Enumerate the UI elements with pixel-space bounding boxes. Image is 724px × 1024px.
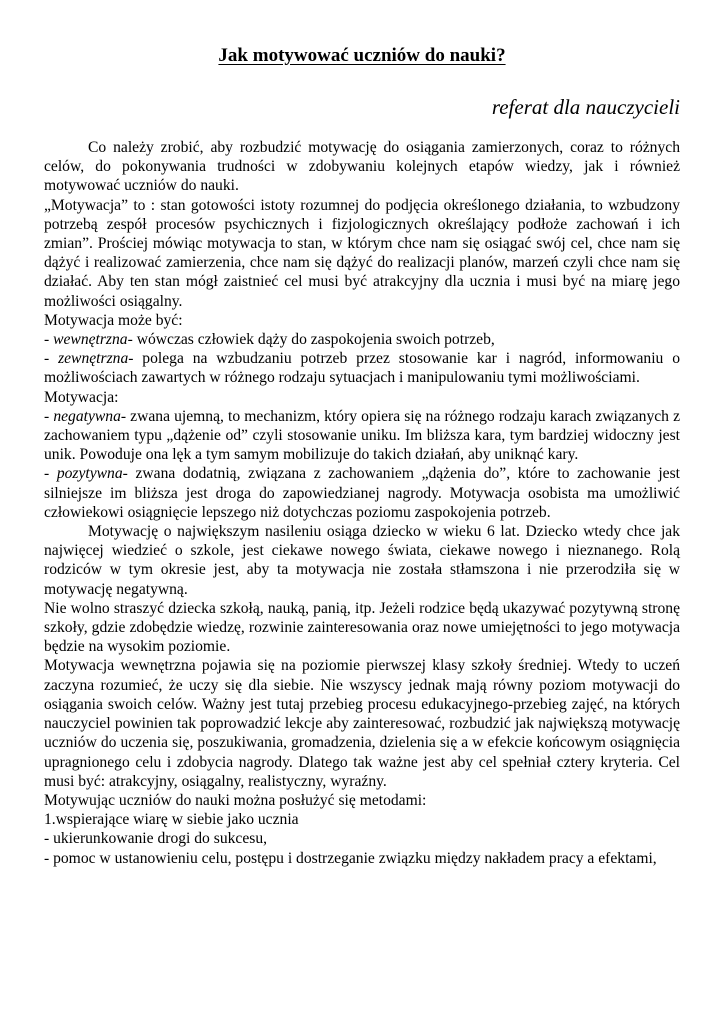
term-positive: pozytywna bbox=[56, 465, 123, 483]
list-item-negative: - negatywna- zwana ujemną, to mechanizm, który opiera się na różnego rodzaju karach związanych z zachowaniem typu „dążenie od” czyli stosowanie uniku. Im bliższa kara, tym bardziej widoczny jest unik. Powoduje ona lęk a tym samym mobilizuje do takich działań, aby uniknąć kary. bbox=[44, 407, 680, 464]
paragraph-types-heading: Motywacja może być: bbox=[44, 311, 183, 329]
term-negative: negatywna bbox=[53, 407, 121, 425]
paragraph-internal-motivation: Motywacja wewnętrzna pojawia się na poziomie pierwszej klasy szkoły średniej. Wtedy to uczeń zaczyna rozumieć, że uczy się dla siebie. Nie wszyscy jednak mają równy poziom motywacji do osiągania swoich celów. Ważny jest tutaj przebieg procesu edukacyjnego-przebieg zajęć, na których nauczyciel powinien tak poprowadzić lekcje aby zainteresować, rozbudzić jak największą motywację uczniów do uczenia się, poszukiwania, gromadzenia, dzielenia się a w efekcie końcowym osiągnięcia upragnionego celu i zdobycia nagrody. Dlatego tak ważne jest aby cel spełniał cztery kryteria. Cel musi być: atrakcyjny, osiągalny, realistyczny, wyraźny. bbox=[44, 657, 680, 790]
text-negative: - zwana ujemną, to mechanizm, który opiera się na różnego rodzaju karach związanych z zachowaniem typu „dążenie od” czyli stosowanie uniku. Im bliższa kara, tym bardziej widoczny jest unik. Powoduje ona lęk a tym samym mobilizuje do takich działań, aby uniknąć kary. bbox=[44, 407, 680, 464]
method-item-2: - ukierunkowanie drogi do sukcesu, bbox=[44, 830, 268, 848]
text-positive: - zwana dodatnią, związana z zachowaniem „dążenia do”, które to zachowanie jest silniejsze im bliższa jest droga do zapowiedzianej nagrody. Motywacja osobista ma umożliwić człowiekowi osiągnięcie lepszego niż dotychczas poziomu zaspokojenia potrzeb. bbox=[44, 465, 680, 521]
paragraph-motivation-heading: Motywacja: bbox=[44, 388, 119, 406]
paragraph-methods-heading: Motywując uczniów do nauki można posłużyć się metodami: bbox=[44, 791, 427, 809]
term-internal: wewnętrzna bbox=[53, 331, 128, 349]
paragraph-do-not-scare: Nie wolno straszyć dziecka szkołą, nauką, panią, itp. Jeżeli rodzice będą ukazywać pozytywną stronę szkoły, gdzie zdobędzie wiedzę, rozwinie zainteresowania oraz nowe umiejętności to jego motywacja będzie na wysokim poziomie. bbox=[44, 599, 680, 656]
paragraph-age-six: Motywację o największym nasileniu osiąga dziecko w wieku 6 lat. Dziecko wtedy chce jak najwięcej wiedzieć o szkole, jest ciekawe nowego świata, ciekawe nowego i nieznanego. Rolą rodziców w tym okresie jest, aby ta motywacja nie została stłamszona i nie przerodziła się w motywację negatywną. bbox=[44, 523, 680, 598]
text-external: - polega na wzbudzaniu potrzeb przez stosowanie kar i nagród, informowaniu o możliwościach zawartych w różnego rodzaju sytuacjach i manipulowaniu tymi możliwościami. bbox=[44, 350, 680, 387]
list-item-external: - zewnętrzna- polega na wzbudzaniu potrzeb przez stosowanie kar i nagród, informowaniu o możliwościach zawartych w różnego rodzaju sytuacjach i manipulowaniu tymi możliwościami. bbox=[44, 350, 680, 387]
method-item-3: - pomoc w ustanowieniu celu, postępu i dostrzeganie związku między nakładem pracy a efektami, bbox=[44, 849, 657, 867]
document-body bbox=[44, 138, 680, 868]
text-internal: - wówczas człowiek dąży do zaspokojenia swoich potrzeb, bbox=[127, 331, 495, 349]
paragraph-intro: Co należy zrobić, aby rozbudzić motywację do osiągania zamierzonych, coraz to różnych celów, do pokonywania trudności w zdobywaniu kolejnych etapów wiedzy, jak i również motywować uczniów do nauki. bbox=[44, 139, 680, 195]
list-item-internal: - wewnętrzna- wówczas człowiek dąży do zaspokojenia swoich potrzeb, bbox=[44, 331, 495, 349]
list-item-positive: - pozytywna- zwana dodatnią, związana z zachowaniem „dążenia do”, które to zachowanie jest silniejsze im bliższa jest droga do zapowiedzianej nagrody. Motywacja osobista ma umożliwić człowiekowi osiągnięcie lepszego niż dotychczas poziomu zaspokojenia potrzeb. bbox=[44, 465, 680, 521]
paragraph-definition: „Motywacja” to : stan gotowości istoty rozumnej do podjęcia określonego działania, to wzbudzony potrzebą zespół procesów psychicznych i fizjologicznych określający podłoże zachowań i ich zmian”. Prościej mówiąc motywacja to stan, w którym chce nam się osiągać swój cel, chce nam się dążyć i realizować zamierzenia, chce nam się dążyć do realizacji planów, marzeń czyli chce nam się działać. Aby ten stan mógł zaistnieć cel musi być atrakcyjny dla ucznia i musi być na miarę jego możliwości osiągalny. bbox=[44, 196, 680, 310]
term-external: zewnętrzna bbox=[58, 350, 129, 368]
document-subtitle: referat dla nauczycieli bbox=[491, 95, 680, 119]
document-title: Jak motywować uczniów do nauki? bbox=[218, 45, 506, 66]
method-item-1: 1.wspierające wiarę w siebie jako ucznia bbox=[44, 811, 299, 829]
